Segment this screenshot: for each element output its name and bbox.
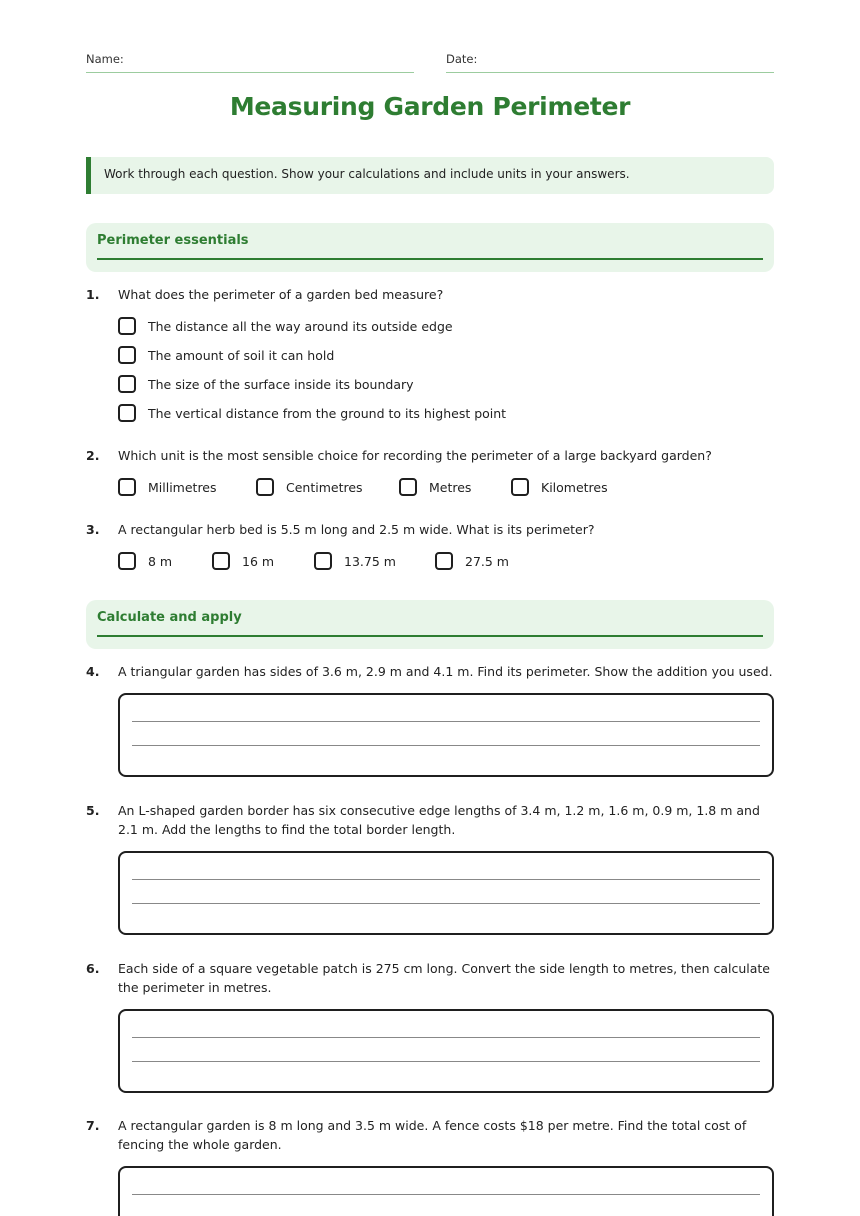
checkbox[interactable] <box>314 552 332 570</box>
question-number: 2. <box>86 448 100 463</box>
question-text: Which unit is the most sensible choice for recording the perimeter of a large backyard garden? <box>118 448 712 463</box>
question-text: What does the perimeter of a garden bed measure? <box>118 287 444 302</box>
q3-option-a[interactable] <box>118 550 172 572</box>
checkbox[interactable] <box>118 346 136 364</box>
option-label: The amount of soil it can hold <box>148 347 335 363</box>
checkbox[interactable] <box>118 552 136 570</box>
checkbox[interactable] <box>118 375 136 393</box>
option-label: 16 m <box>242 553 275 569</box>
q2-option-d[interactable] <box>511 476 608 498</box>
question-text: A rectangular herb bed is 5.5 m long and 2.5 m wide. What is its perimeter? <box>118 522 595 537</box>
answer-box-q7[interactable] <box>118 1166 774 1216</box>
question-number: 3. <box>86 522 100 537</box>
option-label: The distance all the way around its outside edge <box>148 318 453 334</box>
date-field[interactable] <box>446 52 774 73</box>
question-number: 6. <box>86 961 100 976</box>
question-text: An L-shaped garden border has six consecutive edge lengths of 3.4 m, 1.2 m, 1.6 m, 0.9 m, 1.8 m and 2.1 m. Add the lengths to find the total border length. <box>118 803 760 837</box>
writing-line <box>132 879 760 880</box>
checkbox[interactable] <box>399 478 417 496</box>
q3-option-d[interactable] <box>435 550 509 572</box>
writing-line <box>132 745 760 746</box>
section-title: Calculate and apply <box>97 600 763 637</box>
option-label: The size of the surface inside its boundary <box>148 376 414 392</box>
writing-line <box>132 903 760 904</box>
checkbox[interactable] <box>511 478 529 496</box>
page-title: Measuring Garden Perimeter <box>229 92 631 121</box>
option-label: 8 m <box>148 553 173 569</box>
q3-option-b[interactable] <box>212 550 274 572</box>
q1-option-c[interactable] <box>118 373 414 395</box>
q1-option-a[interactable] <box>118 315 453 337</box>
writing-line <box>132 721 760 722</box>
question-number: 1. <box>86 287 100 302</box>
date-label: Date: <box>446 52 478 66</box>
question-text: A rectangular garden is 8 m long and 3.5 m wide. A fence costs $18 per metre. Find the total cost of fencing the whole garden. <box>118 1118 747 1152</box>
answer-box-q5[interactable] <box>118 851 774 935</box>
option-label: Metres <box>429 479 472 495</box>
option-label: 13.75 m <box>344 553 396 569</box>
q1-option-d[interactable] <box>118 402 506 424</box>
q3-option-c[interactable] <box>314 550 396 572</box>
question-number: 7. <box>86 1118 100 1133</box>
question-number: 4. <box>86 664 100 679</box>
instructions-callout: Work through each question. Show your calculations and include units in your answers. <box>86 157 774 194</box>
writing-line <box>132 1194 760 1195</box>
checkbox[interactable] <box>435 552 453 570</box>
q1-option-b[interactable] <box>118 344 334 366</box>
answer-box-q6[interactable] <box>118 1009 774 1093</box>
option-label: Centimetres <box>286 479 363 495</box>
q2-option-c[interactable] <box>399 476 471 498</box>
name-label: Name: <box>86 52 124 66</box>
writing-line <box>132 1061 760 1062</box>
option-label: 27.5 m <box>465 553 509 569</box>
q2-option-a[interactable] <box>118 476 217 498</box>
question-text: A triangular garden has sides of 3.6 m, 2.9 m and 4.1 m. Find its perimeter. Show the addition you used. <box>118 664 773 679</box>
writing-line <box>132 1037 760 1038</box>
checkbox[interactable] <box>118 478 136 496</box>
checkbox[interactable] <box>118 317 136 335</box>
option-label: Kilometres <box>541 479 608 495</box>
question-number: 5. <box>86 803 100 818</box>
q2-option-b[interactable] <box>256 476 363 498</box>
checkbox[interactable] <box>118 404 136 422</box>
answer-box-q4[interactable] <box>118 693 774 777</box>
checkbox[interactable] <box>256 478 274 496</box>
checkbox[interactable] <box>212 552 230 570</box>
section-header-essentials <box>86 223 774 272</box>
section-title: Perimeter essentials <box>97 223 763 260</box>
name-field[interactable] <box>86 52 414 73</box>
question-text: Each side of a square vegetable patch is 275 cm long. Convert the side length to metres, then calculate the perimeter in metres. <box>118 961 770 995</box>
option-label: Millimetres <box>148 479 217 495</box>
section-header-calculate <box>86 600 774 649</box>
option-label: The vertical distance from the ground to its highest point <box>148 405 507 421</box>
